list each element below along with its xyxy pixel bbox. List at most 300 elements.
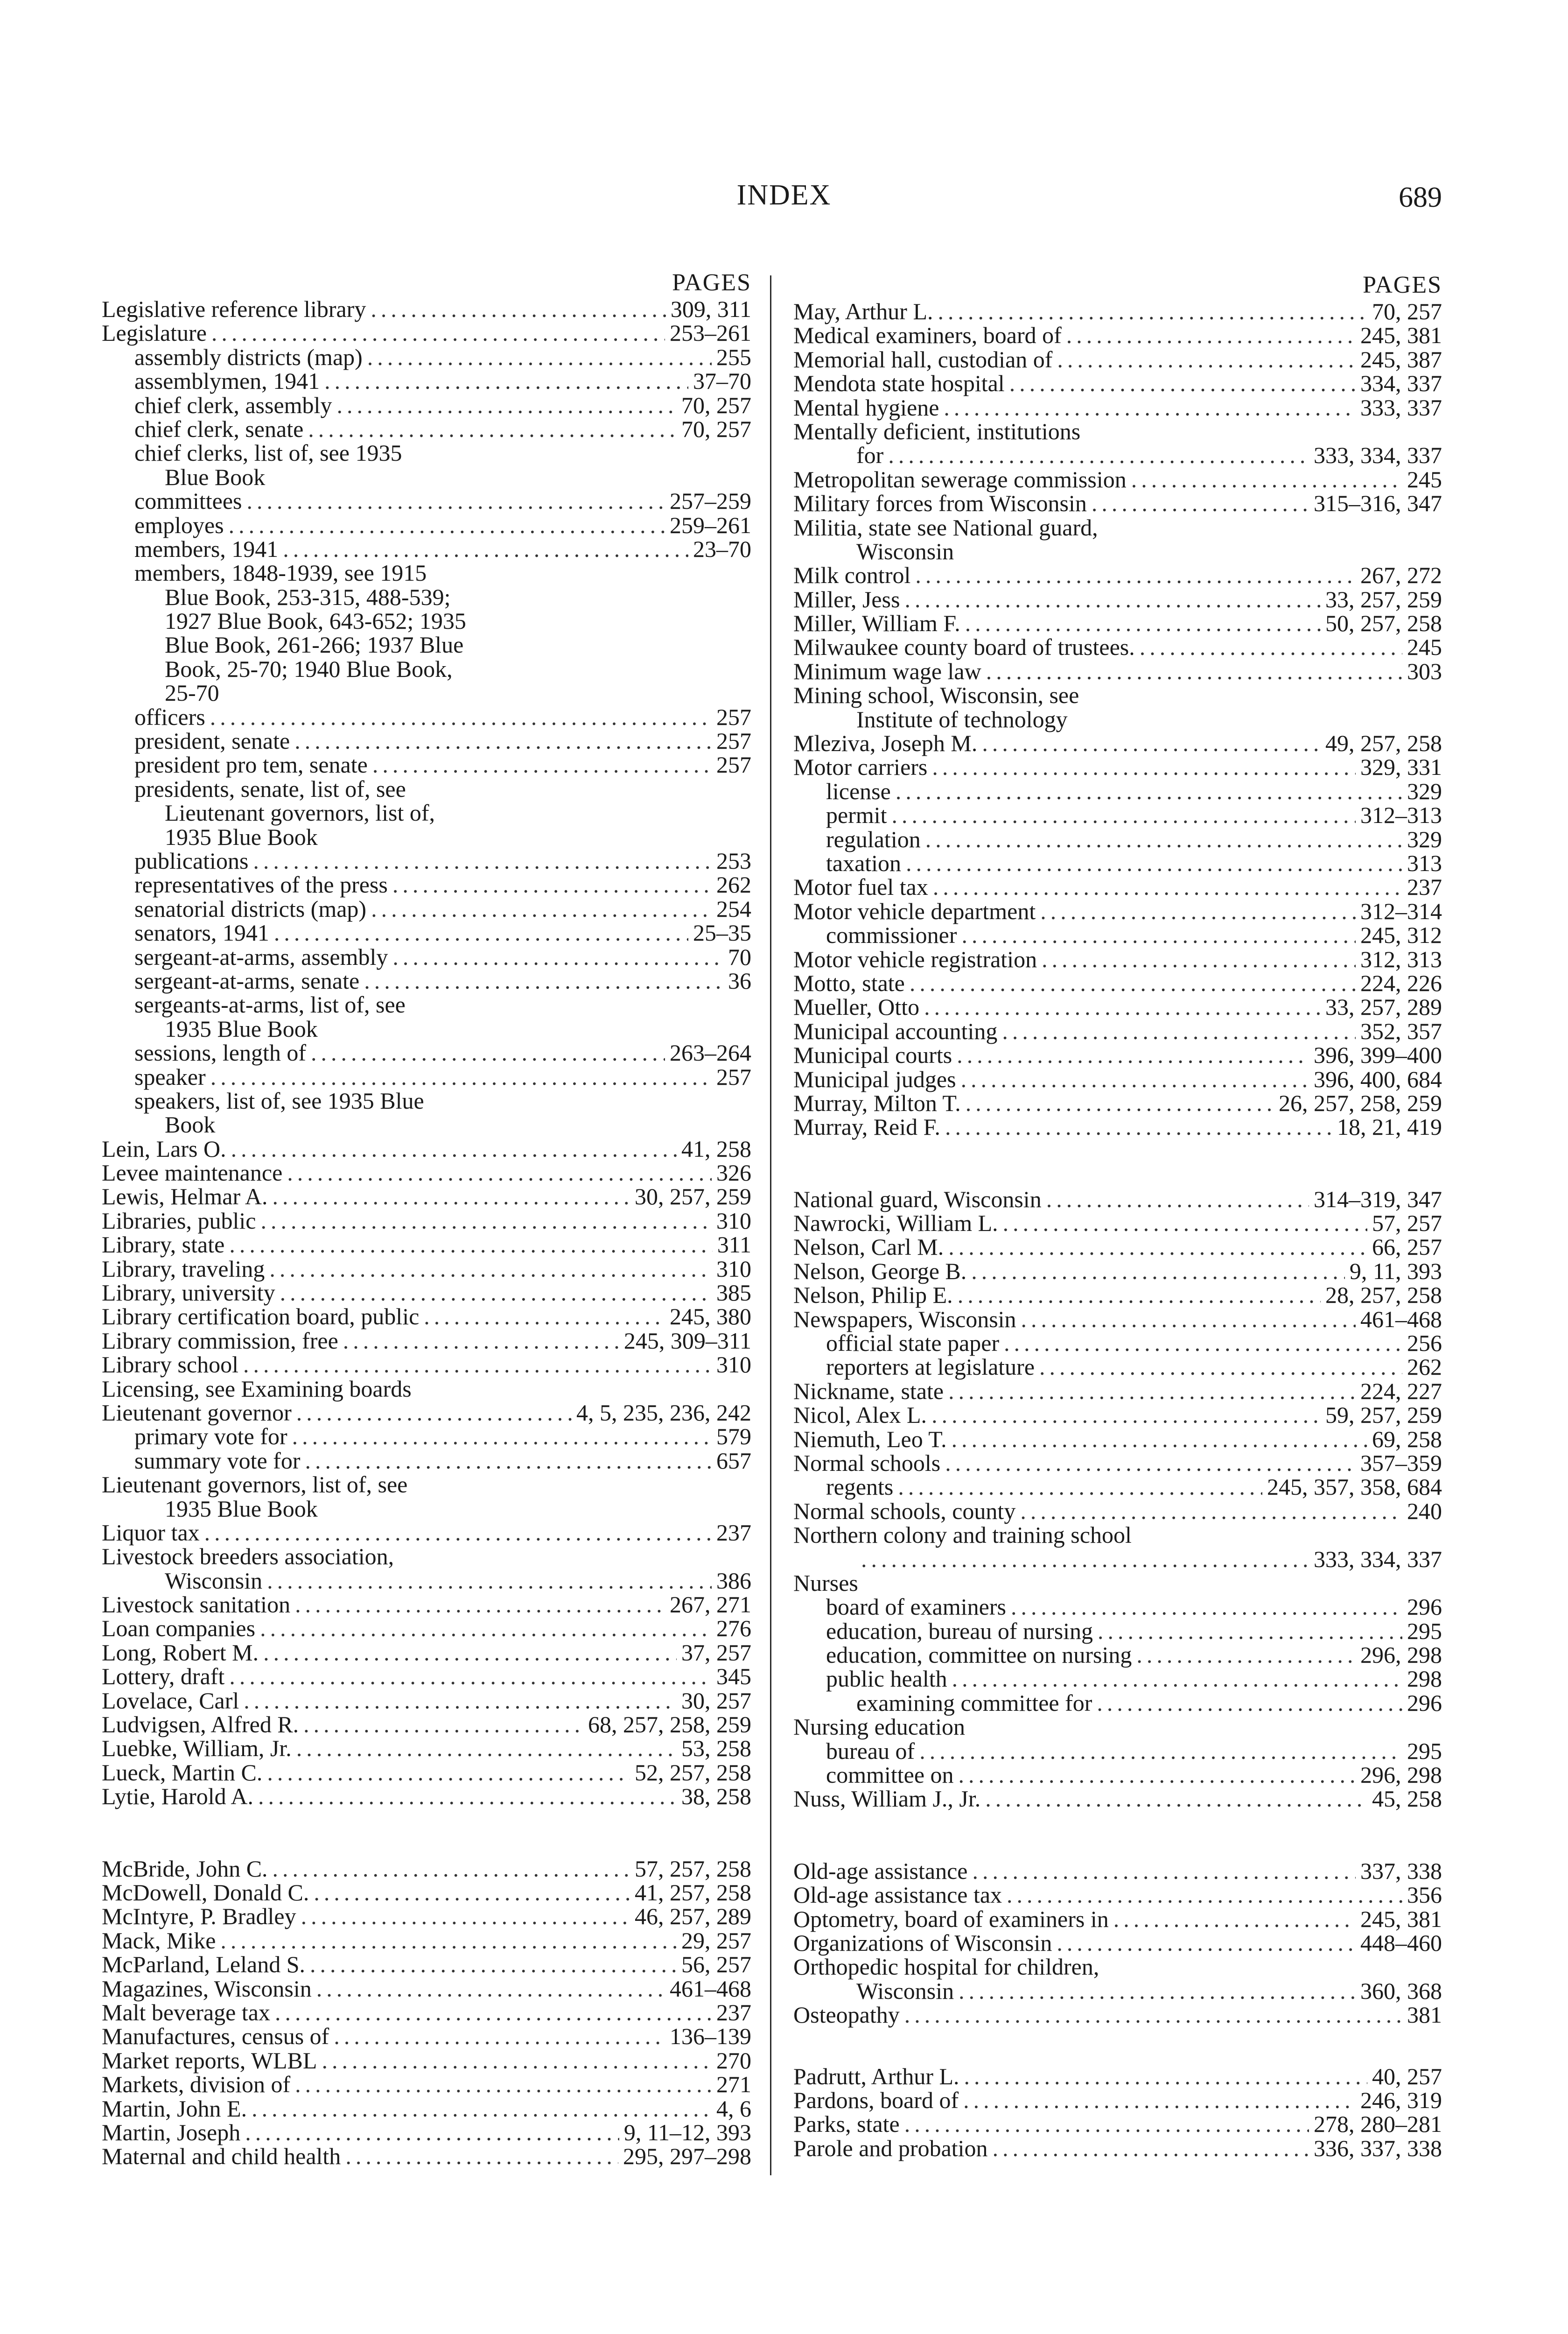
entry-page-references: 312–313	[1360, 802, 1442, 829]
entry-heading: 1935 Blue Book	[165, 823, 318, 850]
entry-heading: Nickname, state	[793, 1378, 944, 1404]
index-entry	[793, 1427, 1442, 1451]
dot-leader	[345, 2144, 618, 2168]
index-entry	[102, 1736, 751, 1760]
dot-leader	[272, 1185, 630, 1209]
entry-page-references: 33, 257, 289	[1325, 994, 1442, 1020]
dot-leader	[919, 1739, 1402, 1763]
index-entry	[102, 1233, 751, 1257]
dot-leader	[964, 2065, 1367, 2088]
entry-heading: Militia, state see National guard,	[793, 514, 1098, 541]
dot-leader	[247, 489, 665, 513]
entry-heading: Medical examiners, board of	[793, 322, 1062, 349]
dot-leader	[392, 945, 723, 969]
index-entry	[793, 780, 1442, 803]
index-entry	[102, 1017, 751, 1041]
entry-page-references: 254	[716, 895, 751, 922]
index-entry	[102, 1065, 751, 1089]
index-entry	[102, 1041, 751, 1065]
index-entry	[793, 660, 1442, 683]
index-entry	[793, 1763, 1442, 1787]
index-entry	[102, 1953, 751, 1976]
entry-heading: Maternal and child health	[102, 2143, 341, 2170]
entry-heading: Parole and probation	[793, 2135, 988, 2161]
entry-heading: Martin, Joseph	[102, 2119, 241, 2145]
entry-page-references: 386	[716, 1567, 751, 1594]
entry-page-references: 56, 257	[681, 1951, 751, 1978]
entry-heading: Municipal accounting	[793, 1018, 998, 1044]
index-entry	[102, 1857, 751, 1881]
index-entry	[793, 468, 1442, 492]
index-entry	[102, 1449, 751, 1473]
dot-leader	[310, 1953, 677, 1976]
entry-page-references: 224, 227	[1360, 1378, 1442, 1404]
entry-heading: Library, university	[102, 1279, 275, 1306]
entry-heading: representatives of the press	[134, 872, 388, 898]
entry-heading: president pro tem, senate	[134, 752, 368, 778]
index-entry	[102, 1521, 751, 1545]
index-entry	[793, 1523, 1442, 1547]
entry-page-references: 329, 331	[1360, 754, 1442, 780]
dot-leader	[910, 971, 1356, 995]
dot-leader	[371, 297, 666, 321]
entry-heading: committees	[134, 488, 242, 514]
entry-heading: presidents, senate, list of, see	[134, 775, 406, 802]
index-entry	[102, 1473, 751, 1497]
index-entry	[102, 2121, 751, 2144]
entry-heading: regulation	[826, 826, 921, 852]
entry-heading: National guard, Wisconsin	[793, 1186, 1042, 1212]
entry-heading: Motto, state	[793, 970, 905, 996]
entry-page-references: 303	[1407, 658, 1442, 684]
entry-heading: sergeant-at-arms, senate	[134, 967, 360, 994]
dot-leader	[367, 345, 712, 369]
entry-page-references: 278, 280–281	[1314, 2111, 1442, 2137]
index-entry	[793, 1667, 1442, 1691]
index-entry	[102, 394, 751, 417]
entry-heading: Book	[165, 1111, 216, 1138]
entry-heading: speakers, list of, see 1935 Blue	[134, 1087, 424, 1114]
entry-heading: commissioner	[826, 922, 957, 949]
dot-leader	[1009, 372, 1356, 395]
entry-page-references: 245, 357, 358, 684	[1267, 1474, 1442, 1500]
dot-leader	[962, 923, 1356, 947]
dot-leader	[957, 1043, 1309, 1067]
index-entry	[102, 1593, 751, 1617]
entry-heading: Padrutt, Arthur L.	[793, 2063, 959, 2089]
entry-page-references: 256	[1407, 1330, 1442, 1357]
index-entry	[793, 1331, 1442, 1355]
dot-leader	[1092, 492, 1309, 515]
entry-heading: Northern colony and training school	[793, 1522, 1132, 1548]
entry-page-references: 33, 257, 259	[1325, 586, 1442, 612]
dot-leader	[253, 849, 712, 873]
entry-page-references: 262	[716, 872, 751, 898]
dot-leader	[933, 875, 1402, 899]
index-entry	[102, 1161, 751, 1185]
page-number: 689	[1399, 182, 1442, 213]
index-entry	[793, 1571, 1442, 1595]
section-gap	[793, 2027, 1442, 2065]
dot-leader	[424, 1305, 665, 1329]
entry-page-references: 276	[716, 1615, 751, 1642]
index-entry	[793, 828, 1442, 851]
entry-heading: Military forces from Wisconsin	[793, 490, 1087, 517]
index-entry	[793, 1787, 1442, 1811]
index-entry	[793, 1403, 1442, 1427]
entry-page-references: 70, 257	[681, 415, 751, 442]
dot-leader	[273, 1857, 630, 1881]
dot-leader	[231, 1137, 677, 1161]
dot-leader	[267, 1761, 630, 1785]
entry-page-references: 50, 257, 258	[1325, 610, 1442, 637]
dot-leader	[888, 443, 1309, 467]
entry-page-references: 26, 257, 258, 259	[1279, 1090, 1442, 1116]
section-gap	[793, 1139, 1442, 1188]
entry-heading: Blue Book, 253-315, 488-539;	[165, 584, 451, 610]
entry-heading: Nelson, Philip E.	[793, 1282, 953, 1308]
dot-leader	[1136, 1643, 1356, 1667]
entry-page-references: 310	[716, 1255, 751, 1282]
dot-leader	[971, 1259, 1345, 1283]
dot-leader	[243, 1353, 712, 1377]
dot-leader	[959, 1763, 1356, 1787]
entry-heading: Memorial hall, custodian of	[793, 346, 1053, 373]
dot-leader	[952, 1667, 1402, 1691]
dot-leader	[931, 1403, 1321, 1427]
index-entry	[793, 755, 1442, 779]
dot-leader	[267, 1569, 712, 1593]
index-entry	[793, 875, 1442, 899]
index-entry	[793, 540, 1442, 563]
dot-leader	[311, 1041, 665, 1065]
dot-leader	[1113, 1907, 1356, 1931]
dot-leader	[1020, 1499, 1402, 1523]
entry-heading: Nicol, Alex L.	[793, 1402, 927, 1428]
index-entry	[793, 1955, 1442, 1979]
entry-heading: Motor carriers	[793, 754, 928, 780]
entry-heading: Blue Book, 261-266; 1937 Blue	[165, 632, 464, 658]
index-entry	[793, 516, 1442, 540]
dot-leader	[296, 1401, 572, 1425]
dot-leader	[258, 1785, 677, 1808]
dot-leader	[945, 1451, 1356, 1475]
entry-heading: Lottery, draft	[102, 1663, 225, 1690]
entry-heading: 1935 Blue Book	[165, 1495, 318, 1522]
dot-leader	[1140, 635, 1402, 659]
entry-page-references: 245	[1407, 634, 1442, 661]
entry-heading: Osteopathy	[793, 2002, 900, 2028]
entry-heading: McParland, Leland S.	[102, 1951, 306, 1978]
entry-page-references: 461–468	[670, 1975, 751, 2002]
entry-page-references: 70, 257	[681, 392, 751, 418]
dot-leader	[316, 1977, 665, 2001]
index-entry	[793, 1547, 1442, 1571]
entry-heading: Mleziva, Joseph M.	[793, 730, 978, 757]
entry-page-references: 263–264	[670, 1040, 751, 1066]
dot-leader	[904, 2003, 1402, 2027]
index-entry	[102, 369, 751, 393]
index-entry	[793, 1188, 1442, 1211]
index-entry	[102, 681, 751, 705]
entry-page-references: 53, 258	[681, 1735, 751, 1762]
entry-page-references: 246, 319	[1360, 2087, 1442, 2113]
index-entry	[102, 1377, 751, 1401]
entry-page-references: 396, 399–400	[1314, 1042, 1442, 1069]
index-entry	[102, 1209, 751, 1233]
index-entry	[793, 1283, 1442, 1307]
dot-leader	[301, 1905, 630, 1928]
dot-leader	[915, 563, 1356, 587]
dot-leader	[861, 1547, 1309, 1571]
entry-heading: Nelson, George B.	[793, 1258, 967, 1284]
dot-leader	[324, 369, 688, 393]
entry-heading: Minimum wage law	[793, 658, 981, 684]
dot-leader	[961, 1068, 1309, 1091]
dot-leader	[211, 321, 665, 345]
entry-heading: Licensing, see Examining boards	[102, 1375, 412, 1402]
dot-leader	[898, 1475, 1262, 1499]
entry-heading: sergeant-at-arms, assembly	[134, 943, 388, 970]
entry-page-references: 57, 257	[1372, 1210, 1442, 1237]
entry-page-references: 70, 257	[1372, 298, 1442, 324]
dot-leader	[334, 2025, 665, 2048]
index-entry	[102, 2073, 751, 2096]
entry-page-references: 245, 387	[1360, 346, 1442, 373]
entry-page-references: 310	[716, 1351, 751, 1378]
index-entry	[793, 588, 1442, 612]
entry-page-references: 313	[1407, 850, 1442, 876]
entry-page-references: 38, 258	[681, 1783, 751, 1810]
index-entry	[102, 321, 751, 345]
entry-heading: Parks, state	[793, 2111, 900, 2137]
entry-heading: permit	[826, 802, 887, 829]
entry-page-references: 334, 337	[1360, 370, 1442, 397]
entry-heading: chief clerk, senate	[134, 415, 304, 442]
entry-heading: Mack, Mike	[102, 1927, 216, 1954]
index-entry	[102, 657, 751, 681]
entry-heading: Institute of technology	[856, 706, 1068, 732]
entry-page-references: 68, 257, 258, 259	[588, 1711, 751, 1738]
entry-heading: Normal schools, county	[793, 1497, 1016, 1524]
entry-page-references: 245, 380	[670, 1303, 751, 1330]
index-entry	[102, 1881, 751, 1905]
index-entry	[102, 1977, 751, 2001]
index-entry	[793, 1691, 1442, 1715]
dot-leader	[959, 1979, 1356, 2003]
index-entry	[793, 612, 1442, 635]
index-entry	[793, 492, 1442, 515]
entry-page-references: 271	[716, 2071, 751, 2098]
entry-heading: summary vote for	[134, 1447, 301, 1474]
dot-leader	[322, 2049, 712, 2073]
dot-leader	[905, 588, 1321, 612]
entry-heading: primary vote for	[134, 1423, 287, 1450]
index-entry	[102, 969, 751, 993]
entry-page-references: 245, 381	[1360, 322, 1442, 349]
entry-heading: Murray, Reid F.	[793, 1114, 940, 1140]
entry-page-references: 396, 400, 684	[1314, 1066, 1442, 1092]
entry-heading: Niemuth, Leo T.	[793, 1426, 947, 1452]
entry-page-references: 310	[716, 1207, 751, 1234]
index-entry	[102, 849, 751, 873]
entry-heading: Nawrocki, William L.	[793, 1210, 998, 1237]
entry-page-references: 298	[1407, 1666, 1442, 1692]
entry-heading: members, 1941	[134, 535, 279, 562]
entry-heading: for	[856, 442, 884, 469]
entry-page-references: 255	[716, 344, 751, 370]
entry-heading: Motor vehicle department	[793, 898, 1036, 924]
entry-page-references: 257	[716, 752, 751, 778]
index-entry	[102, 609, 751, 633]
entry-heading: sergeants-at-arms, list of, see	[134, 991, 406, 1018]
index-entry	[102, 1329, 751, 1353]
index-entry	[793, 348, 1442, 372]
dot-leader	[1057, 348, 1356, 372]
entry-heading: Miller, William F.	[793, 610, 960, 637]
entry-page-references: 257	[716, 728, 751, 754]
index-entry	[793, 1379, 1442, 1403]
index-entry	[102, 2001, 751, 2025]
dot-leader	[336, 394, 677, 417]
entry-heading: Old-age assistance tax	[793, 1882, 1002, 1908]
entry-heading: 1935 Blue Book	[165, 1015, 318, 1042]
entry-heading: Lieutenant governors, list of, see	[102, 1471, 408, 1498]
dot-leader	[294, 729, 712, 753]
index-entry	[793, 443, 1442, 467]
entry-heading: Wisconsin	[856, 538, 954, 564]
entry-heading: Lueck, Martin C.	[102, 1759, 263, 1786]
dot-leader	[972, 1859, 1356, 1883]
entry-heading: assemblymen, 1941	[134, 368, 320, 394]
index-entry	[793, 948, 1442, 971]
index-entry	[102, 1545, 751, 1568]
dot-leader	[260, 1617, 712, 1640]
index-entry	[102, 1689, 751, 1713]
entry-heading: examining committee for	[856, 1689, 1092, 1716]
dot-leader	[392, 873, 712, 897]
entry-page-references: 25–35	[693, 920, 751, 946]
dot-leader	[229, 513, 665, 537]
index-entry	[102, 1137, 751, 1161]
entry-page-references: 579	[716, 1423, 751, 1450]
index-entry	[102, 633, 751, 657]
dot-leader	[274, 921, 688, 945]
entry-heading: McIntyre, P. Bradley	[102, 1903, 296, 1930]
entry-heading: Library, state	[102, 1231, 225, 1258]
entry-page-references: 329	[1407, 826, 1442, 852]
entry-page-references: 329	[1407, 778, 1442, 804]
entry-page-references: 18, 21, 419	[1337, 1114, 1442, 1140]
dot-leader	[1039, 1355, 1402, 1379]
dot-leader	[305, 1449, 712, 1473]
entry-page-references: 333, 334, 337	[1314, 442, 1442, 469]
dot-leader	[244, 1689, 677, 1713]
entry-page-references: 296	[1407, 1594, 1442, 1620]
index-entry	[102, 1785, 751, 1808]
pages-column-heading: PAGES	[1363, 272, 1442, 298]
dot-leader	[372, 753, 712, 777]
index-entry	[793, 1643, 1442, 1667]
entry-heading: Murray, Milton T.	[793, 1090, 961, 1116]
index-entry	[102, 1761, 751, 1785]
dot-leader	[295, 2073, 712, 2096]
dot-leader	[1046, 1188, 1309, 1211]
index-entry	[793, 1715, 1442, 1739]
entry-heading: Magazines, Wisconsin	[102, 1975, 312, 2002]
dot-leader	[958, 1283, 1321, 1307]
entry-heading: public health	[826, 1666, 947, 1692]
entry-heading: official state paper	[826, 1330, 1000, 1357]
entry-heading: Municipal courts	[793, 1042, 952, 1069]
entry-heading: Library, traveling	[102, 1255, 265, 1282]
entry-page-references: 309, 311	[670, 296, 751, 322]
entry-page-references: 37–70	[693, 368, 751, 394]
dot-leader	[906, 851, 1402, 875]
entry-page-references: 70	[728, 943, 751, 970]
dot-leader	[371, 897, 712, 921]
entry-heading: Organizations of Wisconsin	[793, 1930, 1052, 1956]
index-entry	[102, 297, 751, 321]
entry-page-references: 30, 257, 259	[635, 1183, 751, 1210]
entry-heading: Pardons, board of	[793, 2087, 959, 2113]
entry-page-references: 28, 257, 258	[1325, 1282, 1442, 1308]
index-entry	[102, 873, 751, 897]
dot-leader	[1002, 1019, 1356, 1043]
entry-page-references: 314–319, 347	[1314, 1186, 1442, 1212]
entry-page-references: 657	[716, 1447, 751, 1474]
entry-page-references: 311	[717, 1231, 751, 1258]
entry-heading: Metropolitan sewerage commission	[793, 466, 1127, 492]
dot-leader	[963, 2088, 1356, 2112]
entry-heading: Library commission, free	[102, 1327, 338, 1354]
entry-heading: taxation	[826, 850, 902, 876]
entry-page-references: 41, 258	[681, 1135, 751, 1162]
entry-page-references: 296, 298	[1360, 1642, 1442, 1668]
dot-leader	[269, 1257, 712, 1281]
entry-heading: speaker	[134, 1063, 206, 1090]
entry-page-references: 9, 11, 393	[1349, 1258, 1442, 1284]
index-entry	[793, 1115, 1442, 1139]
entry-heading: Municipal judges	[793, 1066, 956, 1092]
dot-leader	[965, 612, 1321, 635]
index-entry	[793, 1619, 1442, 1643]
entry-page-references: 4, 5, 235, 236, 242	[576, 1399, 751, 1426]
index-entry	[793, 923, 1442, 947]
index-entry	[793, 2112, 1442, 2136]
entry-heading: Mendota state hospital	[793, 370, 1005, 397]
dot-leader	[924, 995, 1321, 1019]
entry-page-references: 352, 357	[1360, 1018, 1442, 1044]
entry-page-references: 49, 257, 258	[1325, 730, 1442, 757]
entry-page-references: 237	[1407, 874, 1442, 900]
entry-heading: employes	[134, 512, 224, 538]
entry-page-references: 41, 257, 258	[635, 1879, 751, 1905]
entry-heading: education, bureau of nursing	[826, 1617, 1093, 1644]
dot-leader	[925, 828, 1402, 851]
entry-page-references: 385	[716, 1279, 751, 1306]
dot-leader	[308, 417, 677, 441]
running-head-title: INDEX	[736, 179, 832, 211]
entry-page-references: 337, 338	[1360, 1857, 1442, 1884]
index-entry	[793, 1979, 1442, 2003]
dot-leader	[1097, 1691, 1402, 1715]
entry-heading: Loan companies	[102, 1615, 256, 1642]
dot-leader	[343, 1329, 619, 1353]
entry-page-references: 59, 257, 259	[1325, 1402, 1442, 1428]
index-entry	[102, 705, 751, 729]
dot-leader	[892, 803, 1356, 827]
